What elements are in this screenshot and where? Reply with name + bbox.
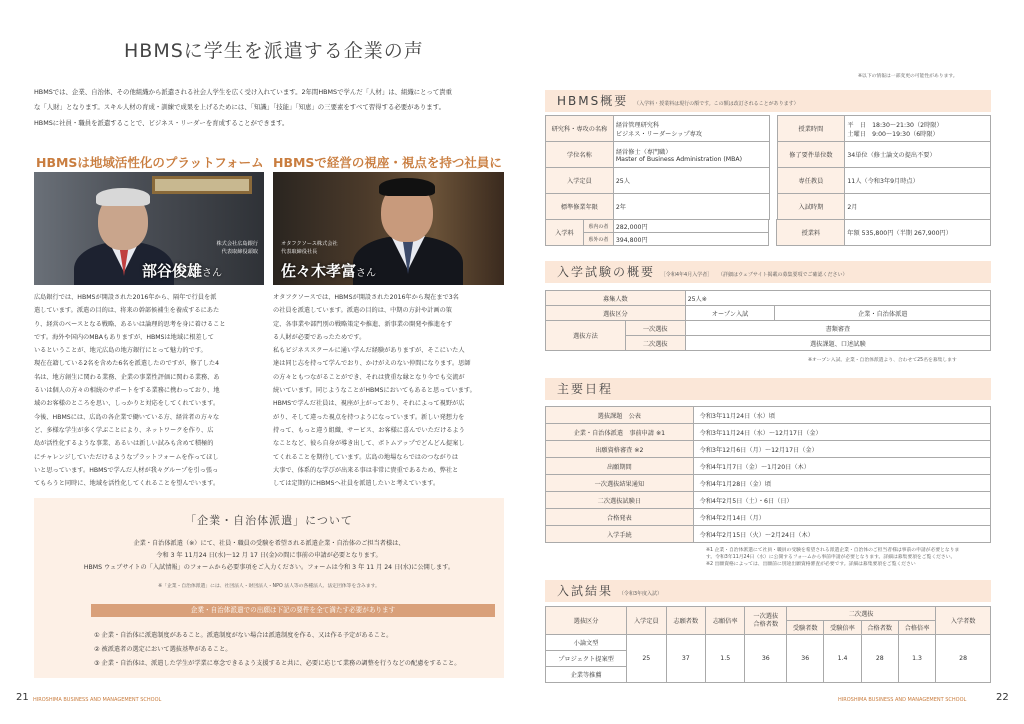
portrait-otafuku bbox=[273, 172, 504, 285]
dispatch-line: HBMS ウェブサイトの「入試情報」のフォームから必要事項をご入力ください。フォームは令和 3 年 11 月 24 日(水)に公開します。 bbox=[83, 564, 455, 571]
requirements-bar: 企業・自治体派遣での出願は下記の要件を全て満たす必要があります bbox=[91, 604, 495, 617]
schedule-table: 選抜課題 公表 令和3年11月24日（水）頃 企業・自治体派遣 事前申請 ※1 令和3年11月24日（水）～12月17日（金） 出願資格審査 ※2 令和3年12月6日（月）～12月17日（金） 出願期間 令和4年1月7日（金）～1月20日（木） 一次選抜結果通知 令和4年1月28日（金）頃 二次選抜試験日 令和4年2月5日（土）・6日（日） 合格発表 令和4年2月14日（月） 入学手続 令和4年2月15日（火）～2月24日（木） bbox=[545, 406, 991, 543]
schedule-notes: ※1 企業・自治体派遣にて社員・職員の受験を希望される派遣企業・自治体のご担当者様は事前の申請が必要となりま す。令和3年11月24日（水）に公開するフォームから事前申請が必要となります。詳細は募集要項をご覧ください。 ※2 出願資格によっては、出願前に別途出願資格審査が必要です。詳細は募集要項をご覧ください bbox=[706, 548, 960, 567]
dispatch-line: 令和 3 年 11月24 日(水)～12 月 17 日(金)の間に事前の申請が必要となります。 bbox=[156, 552, 382, 559]
col1-body: 広島銀行では、HBMSが開設された2016年から、隔年で行員を派 遣しています。派遣の目的は、将来の幹部候補生を養成するにあた り、経営のベースとなる戦略、あるいは論理的思考を身に着けること です。海外や国内のMBAもありますが、HBMSは地域に根差して いるということが、地元広島の地方銀行にとって魅力的です。 現在在籍している2名を含めた6名を派遣したのですが、修了した4 名は、地方創生に関わる業務、企業の事業性評価に関わる業務、あ るいは個人の方々の相続のサポートをする業務に携わっており、地 域のお客様のところを思い、しっかりと対応をしてくれています。 今後、HBMSには、広島の各企業で働いている方、経営者の方々な ど、多様な学生が多く学ぶことにより、ネットワークを作り、広 島が活性化するような事業、あるいは新しい試みも含めて積極的 にチャレンジしていただけるようなプラットフォームを作ってほし いと思っています。HBMSで学んだ人材が我々グループを引っ張っ てもらうと同時に、地域を活性化してくれることを望んでいます。 bbox=[34, 294, 226, 488]
footer-right: HIROSHIMA BUSINESS AND MANAGEMENT SCHOOL bbox=[838, 697, 967, 703]
page-number-right: 22 bbox=[996, 692, 1009, 703]
footer-left: HIROSHIMA BUSINESS AND MANAGEMENT SCHOOL bbox=[33, 697, 162, 703]
person-name: 部谷俊雄さん bbox=[142, 262, 223, 280]
exam-table: 募集人数 25人※ 選抜区分 オープン入試 企業・自治体派遣 選抜方法 一次選抜 書類審査 二次選抜 選抜課題、口述試験 bbox=[545, 290, 991, 351]
requirement-item: ② 被派遣者の選定において選抜基準があること。 bbox=[94, 646, 232, 653]
intro-line: な「人財」となります。スキル人材の育成・訓練で成果を上げるためには、「知識」「技能」「知恵」の三要素をすべて習得する必要があります。 bbox=[34, 103, 445, 112]
col2-body: オタフクソースでは、HBMSが開設された2016年から現在まで3名 の社員を派遣しています。派遣の目的は、中期の方針や計画の策 定、各事業や部門別の戦略策定や推進、新事業の開発や推進をす る人財が必要であったためです。 私もビジネススクールに通い学んだ経験がありますが、そこにいた人 達は同じ志を持って学んでおり、かけがえのない仲間になります。思師 の方々ともつながることができ、それは貴重な縁となり今でも交流が 続いています。同じようなことがHBMSにおいてもあると思っています。 HBMSで学んだ社員は、視座が上がっており、それによって視野が広 がり、そして違った視点を持つようになっています。新しい発想力を 持って、もっと違う組織、サービス、お客様に喜んでいただけるよう なことなど、彼ら自身が導き出して、ボトムアップでどんどん提案し てくれることを期待しています。広島の地場ならではのつながりは 大事で、体系的な学びが出来る事は非常に貴重であるため、弊社と しては定期的にHBMSへ社員を派遣したいと考えています。 bbox=[273, 294, 476, 488]
photo-caption: オタフクソース株式会社 代表取締役社長 bbox=[281, 241, 338, 255]
intro-line: HBMSでは、企業、自治体、その他組織から派遣される社会人学生を広く受け入れています。2年間HBMSで学んだ「人材」は、組織にとって貴重 bbox=[34, 88, 452, 96]
dispatch-line: 企業・自治体派遣（※）にて、社員・職員の受験を希望される派遣企業・自治体のご担当者様は、 bbox=[133, 540, 405, 547]
exam-note: ※オープン入試、企業・自治体派遣より、合わせて25名を募集します bbox=[808, 358, 957, 363]
dispatch-note: ※「企業・自治体派遣」には、社団法人・財団法人・NPO 法人等の各種法人、法定団体等を含みます。 bbox=[158, 584, 380, 589]
requirement-item: ③ 企業・自治体は、派遣した学生が学業に専念できるよう支援すると共に、必要に応じて業務の調整を行うなどの配慮をすること。 bbox=[94, 660, 461, 667]
dispatch-box bbox=[34, 498, 504, 678]
photo-caption: 株式会社広島銀行 代表取締役頭取 bbox=[216, 241, 258, 255]
results-table: 選抜区分 入学定員 志願者数 志願倍率 一次選抜 合格者数 二次選抜 入学者数 受験者数 受験倍率 合格者数 合格倍率 小論文型 25 37 1.5 36 36 1.4 28 1.3 28 プロジェクト提案型 企業等推薦 bbox=[545, 606, 991, 683]
person-name: 佐々木孝富さん bbox=[281, 262, 377, 280]
intro-line: HBMSに社員・職員を派遣することで、ビジネス・リーダーを育成することができます。 bbox=[34, 118, 289, 127]
portrait-hiroshima-bank bbox=[34, 172, 264, 285]
intro-text bbox=[34, 85, 504, 131]
overview-header: HBMS概要 （入学料・授業料は現行の額です。この額は改訂されることがあります） bbox=[545, 90, 991, 112]
schedule-header: 主要日程 bbox=[545, 378, 991, 400]
requirement-item: ① 企業・自治体に派遣制度があること。派遣制度がない場合は派遣制度を作る、又は作る予定があること。 bbox=[94, 632, 393, 639]
page-number-left: 21 bbox=[16, 692, 29, 703]
col1-heading: HBMSは地域活性化のプラットフォーム bbox=[36, 155, 264, 170]
col2-heading: HBMSで経営の視座・視点を持つ社員に bbox=[273, 155, 502, 170]
results-header: 入試結果 （令和3年度入試） bbox=[545, 580, 991, 602]
page-title: HBMSに学生を派遣する企業の声 bbox=[124, 40, 424, 62]
top-note: ※以下の情報は一部変更の可能性があります。 bbox=[858, 74, 958, 79]
exam-header: 入学試験の概要 ［令和4年4月入学者］ （詳細はウェブサイト掲載の募集要項でご確認ください） bbox=[545, 261, 991, 283]
overview-table: 研究科・専攻の名称 経営管理研究科 ビジネス・リーダーシップ専攻 授業時間 平 日 18:30～21:30（2時限） 土曜日 9:00～19:30（6時限） 学位名称 経営修士（専門職） Master of Business Administration (MBA) 修了要件単位数 34単位（修士論文の提出不要） 入学定員 25人 専任教員 11人（令和3年9月時点） 標準修業年限 2年 入試時期 2月 入学料 県内の者 282,000円 授業料 年額 535,800円（半期 267,900円） 県外の者 394,800円 bbox=[545, 115, 991, 246]
dispatch-title: 「企業・自治体派遣」について bbox=[185, 514, 353, 527]
